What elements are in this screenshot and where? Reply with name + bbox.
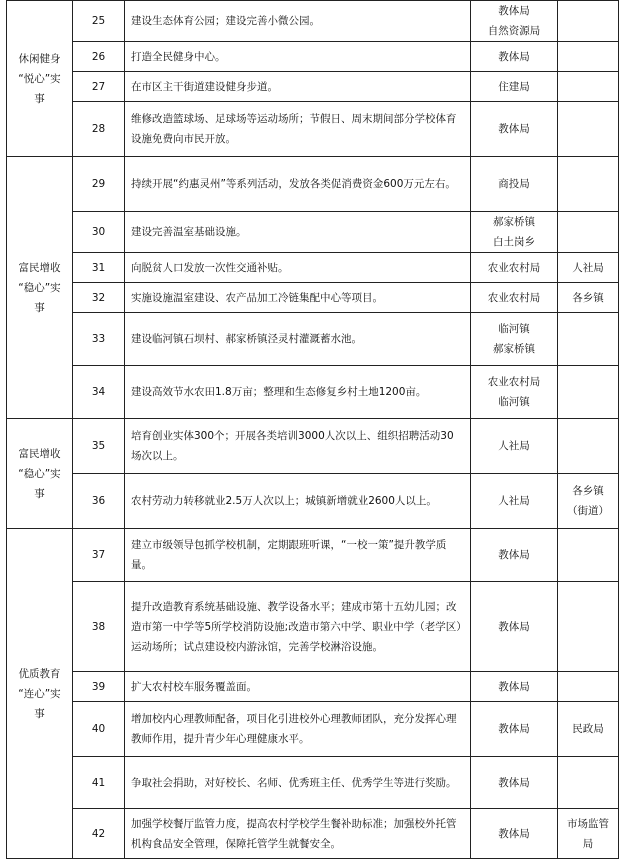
- lead-department-cell: [471, 582, 558, 672]
- task-description-cell: [125, 283, 471, 313]
- lead-department: 农业农村局 临河镇: [487, 376, 541, 408]
- task-description: 扩大农村校车服务覆盖面。: [131, 680, 257, 693]
- table-row: [7, 253, 619, 283]
- assist-department-cell: [558, 1, 619, 42]
- lead-department: 农业农村局: [487, 261, 541, 274]
- row-number-cell: [73, 253, 125, 283]
- table-row: [7, 419, 619, 474]
- lead-department-cell: [471, 72, 558, 102]
- assist-department-cell: [558, 283, 619, 313]
- table-row: [7, 157, 619, 212]
- lead-department-cell: [471, 419, 558, 474]
- lead-department: 教体局: [498, 50, 530, 63]
- lead-department: 临河镇 郝家桥镇: [493, 323, 535, 355]
- table-row: [7, 102, 619, 157]
- row-number-cell: [73, 42, 125, 72]
- lead-department: 教体局: [498, 827, 530, 840]
- lead-department: 人社局: [498, 440, 530, 452]
- assist-department-cell: [558, 157, 619, 212]
- assist-department-cell: [558, 102, 619, 157]
- assist-department-cell: [558, 809, 619, 859]
- lead-department: 教体局: [498, 723, 530, 735]
- task-description: 提升改造教育系统基础设施、教学设备水平；建成市第十五幼儿园；改造市第一中学等5所学校消防设施;改造市第六中学、职业中学（老学区）运动场所；试点建设校内游泳馆，完善学校淋浴设施。: [131, 600, 462, 653]
- task-description-cell: [125, 529, 471, 582]
- row-number-cell: [73, 102, 125, 157]
- lead-department-cell: [471, 366, 558, 419]
- task-description-cell: [125, 809, 471, 859]
- lead-department-cell: [471, 672, 558, 702]
- row-number-cell: [73, 72, 125, 102]
- lead-department-cell: [471, 702, 558, 757]
- lead-department-cell: [471, 102, 558, 157]
- table-row: [7, 1, 619, 42]
- row-number: 28: [91, 123, 106, 135]
- lead-department: 教体局: [498, 123, 530, 135]
- row-number-cell: [73, 313, 125, 366]
- task-description-cell: [125, 102, 471, 157]
- assist-department-cell: [558, 702, 619, 757]
- row-number-cell: [73, 529, 125, 582]
- row-number: 39: [91, 680, 106, 693]
- lead-department: 农业农村局: [487, 291, 541, 304]
- row-number: 42: [91, 827, 106, 840]
- assist-department-cell: [558, 313, 619, 366]
- row-number: 40: [91, 723, 106, 735]
- row-number: 37: [91, 549, 106, 561]
- row-number-cell: [73, 702, 125, 757]
- lead-department: 商投局: [498, 178, 530, 190]
- task-description-cell: [125, 419, 471, 474]
- lead-department-cell: [471, 809, 558, 859]
- table-row: [7, 72, 619, 102]
- task-description: 加强学校餐厅监管力度，提高农村学校学生餐补助标准；加强校外托管机构食品安全管理，保障托管学生就餐安全。: [131, 817, 457, 850]
- row-number: 41: [91, 776, 106, 789]
- assist-department-cell: [558, 72, 619, 102]
- task-description: 维修改造篮球场、足球场等运动场所；节假日、周末期间部分学校体育设施免费向市民开放。: [131, 113, 457, 145]
- task-description: 争取社会捐助，对好校长、名师、优秀班主任、优秀学生等进行奖励。: [131, 776, 457, 789]
- assist-department-cell: [558, 419, 619, 474]
- task-description-cell: [125, 72, 471, 102]
- lead-department: 住建局: [498, 80, 530, 93]
- lead-department: 人社局: [498, 495, 530, 507]
- row-number: 32: [91, 291, 106, 304]
- lead-department: 教体局: [498, 776, 530, 789]
- task-description-cell: [125, 757, 471, 809]
- task-description-cell: [125, 474, 471, 529]
- table-row: [7, 474, 619, 529]
- task-description-cell: [125, 582, 471, 672]
- assist-department-cell: [558, 366, 619, 419]
- category-label: 富民增收 “稳心”实 事: [18, 261, 61, 314]
- task-description: 在市区主干街道建设健身步道。: [131, 80, 278, 93]
- table-row: [7, 582, 619, 672]
- task-description-cell: [125, 42, 471, 72]
- task-description-cell: [125, 702, 471, 757]
- lead-department-cell: [471, 253, 558, 283]
- task-description-cell: [125, 253, 471, 283]
- lead-department-cell: [471, 42, 558, 72]
- task-description-cell: [125, 366, 471, 419]
- row-number-cell: [73, 283, 125, 313]
- task-description-cell: [125, 672, 471, 702]
- lead-department-cell: [471, 529, 558, 582]
- task-description-cell: [125, 157, 471, 212]
- lead-department: 教体局 自然资源局: [487, 5, 541, 37]
- row-number-cell: [73, 809, 125, 859]
- task-description: 打造全民健身中心。: [131, 50, 226, 63]
- lead-department-cell: [471, 283, 558, 313]
- task-description-cell: [125, 1, 471, 42]
- assist-department: 市场监管 局: [567, 817, 609, 850]
- category-cell: [7, 157, 73, 419]
- table-row: [7, 757, 619, 809]
- row-number: 25: [91, 15, 106, 27]
- assist-department-cell: [558, 529, 619, 582]
- lead-department-cell: [471, 157, 558, 212]
- lead-department-cell: [471, 474, 558, 529]
- task-description: 建设临河镇石坝村、郝家桥镇泾灵村灌溉蓄水池。: [131, 333, 362, 345]
- lead-department: 教体局: [498, 620, 530, 633]
- category-label: 富民增收 “稳心”实 事: [18, 447, 61, 500]
- assist-department-cell: [558, 757, 619, 809]
- assist-department: 各乡镇: [572, 291, 604, 304]
- table-row: [7, 702, 619, 757]
- category-label: 休闲健身 “悦心”实 事: [18, 52, 61, 105]
- row-number: 34: [91, 386, 106, 398]
- lead-department: 郝家桥镇 白土岗乡: [493, 216, 535, 248]
- assist-department-cell: [558, 253, 619, 283]
- task-description: 实施设施温室建设、农产品加工冷链集配中心等项目。: [131, 291, 383, 304]
- lead-department: 教体局: [498, 680, 530, 693]
- row-number-cell: [73, 157, 125, 212]
- row-number: 26: [91, 50, 106, 63]
- table-row: [7, 672, 619, 702]
- task-description: 持续开展“约惠灵州”等系列活动，发放各类促消费资金600万元左右。: [131, 178, 456, 190]
- row-number-cell: [73, 366, 125, 419]
- task-description: 建设完善温室基础设施。: [131, 226, 247, 238]
- table-row: [7, 809, 619, 859]
- row-number-cell: [73, 582, 125, 672]
- task-description-cell: [125, 313, 471, 366]
- lead-department-cell: [471, 1, 558, 42]
- task-description: 建设生态体育公园；建设完善小微公园。: [131, 15, 320, 27]
- assist-department: 人社局: [572, 261, 604, 274]
- assist-department-cell: [558, 212, 619, 253]
- lead-department-cell: [471, 757, 558, 809]
- row-number: 36: [91, 495, 106, 507]
- assist-department-cell: [558, 474, 619, 529]
- row-number: 31: [91, 261, 106, 274]
- assist-department-cell: [558, 672, 619, 702]
- category-cell: [7, 529, 73, 859]
- lead-department-cell: [471, 313, 558, 366]
- category-cell: [7, 419, 73, 529]
- task-description: 建立市级领导包抓学校机制，定期跟班听课，“一校一策”提升教学质量。: [131, 539, 447, 571]
- table-row: [7, 283, 619, 313]
- lead-department-cell: [471, 212, 558, 253]
- category-label: 优质教育 “连心”实 事: [18, 667, 61, 720]
- row-number-cell: [73, 212, 125, 253]
- table-row: [7, 212, 619, 253]
- task-description: 向脱贫人口发放一次性交通补贴。: [131, 261, 289, 274]
- assist-department: 各乡镇 （街道）: [567, 485, 609, 517]
- row-number-cell: [73, 672, 125, 702]
- row-number-cell: [73, 1, 125, 42]
- table-row: [7, 313, 619, 366]
- row-number: 38: [91, 620, 106, 633]
- row-number-cell: [73, 419, 125, 474]
- table-row: [7, 529, 619, 582]
- lead-department: 教体局: [498, 549, 530, 561]
- row-number: 30: [91, 226, 106, 238]
- task-description: 建设高效节水农田1.8万亩；整理和生态修复乡村土地1200亩。: [131, 386, 427, 398]
- row-number: 33: [91, 333, 106, 345]
- row-number: 29: [91, 178, 106, 190]
- row-number-cell: [73, 474, 125, 529]
- assist-department-cell: [558, 42, 619, 72]
- task-table: [6, 0, 619, 859]
- task-description: 增加校内心理教师配备，项目化引进校外心理教师团队，充分发挥心理教师作用，提升青少年心理健康水平。: [131, 713, 457, 745]
- task-description: 培育创业实体300个；开展各类培训3000人次以上、组织招聘活动30场次以上。: [131, 430, 454, 462]
- assist-department: 民政局: [572, 723, 604, 735]
- table-row: [7, 366, 619, 419]
- assist-department-cell: [558, 582, 619, 672]
- category-cell: [7, 1, 73, 157]
- table-row: [7, 42, 619, 72]
- task-description: 农村劳动力转移就业2.5万人次以上；城镇新增就业2600人以上。: [131, 495, 437, 507]
- row-number-cell: [73, 757, 125, 809]
- row-number: 35: [91, 440, 106, 452]
- row-number: 27: [91, 80, 106, 93]
- task-description-cell: [125, 212, 471, 253]
